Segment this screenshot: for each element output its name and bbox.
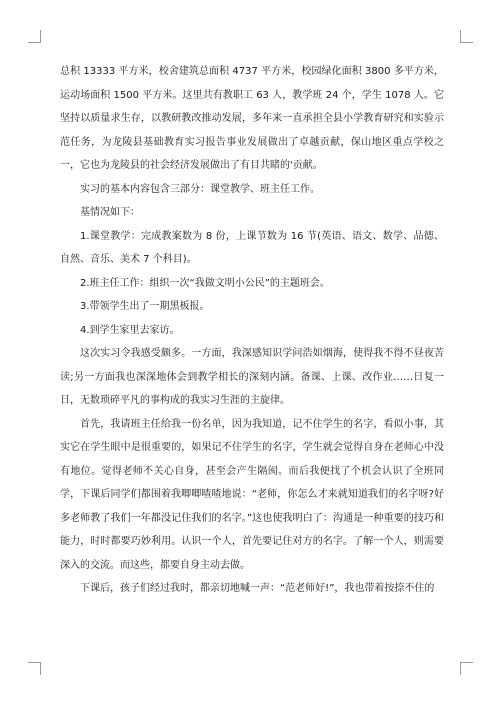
list-item-classroom-teaching: 1.课堂教学：完成教案数为 8 份，上课节数为 16 节(英语、语文、数学、品德、自然、音乐、美术 7 个科目)。 [60,230,444,265]
crop-mark-top-left [28,30,41,43]
paragraph-internship-content: 实习的基本内容包含三部分：课堂教学、班主任工作。 [80,183,320,195]
body-text [60,60,444,601]
paragraph-after-class: 下课后，孩子们经过我时，都亲切地喊一声：“范老师好!”，我也带着按捺不住的 [80,583,435,594]
paragraph-student-names: 首先，我请班主任给我一份名单，因为我知道，记不住学生的名字，看似小事，其实它在学生眼中是很重要的，如果记不住学生的名字，学生就会觉得自身在老师心中没有地位。觉得老师不关心自身，甚至会产生隔阂。而后我便找了个机会认识了全班同学，下课后同学们都围着我唧唧喳喳地说：“老师，你怎么才来就知道我们的名字呀?好多老师教了我们一年都没记住我们的名字。”这也使我明白了：沟通是一种重要的技巧和能力，时时都要巧妙利用。认识一个人，首先要记住对方的名字。了解一个人，则需要深入的交流。而这些，都要自身主动去做。 [60,418,444,571]
crop-mark-top-right [460,30,473,43]
list-item-blackboard: 3.带领学生出了一期黑板报。 [80,301,210,312]
paragraph-school-overview: 总积 13333 平方米，校舍建筑总面积 4737 平方米，校园绿化面积 3800 多平方米，运动场面积 1500 平方米。这里共有教职工 63 人，教学班 24 个，学生 1078 人。它坚持以质量求生存，以教研教改推动发展，多年来一直承担全县小学教育研究和实验示范任务，为龙陵县基础教育实习报告事业发展做出了卓越贡献，保山地区重点学校之一，它也为龙陵县的社会经济发展做出了有目共睹的'贡献。 [60,66,444,171]
list-item-home-visit: 4.到学生家里去家访。 [80,324,180,336]
paragraph-basic-situation: 基情况如下： [80,207,140,218]
crop-mark-bottom-left [28,662,41,675]
crop-mark-bottom-right [460,662,473,675]
list-item-class-teacher-work: 2.班主任工作：组织一次“我做文明小公民”的主题班会。 [80,277,330,289]
paragraph-reflection: 这次实习令我感受颇多。一方面，我深感知识学问浩如烟海，使得我不得不昼夜苦读;另一方面我也深深地体会到教学相长的深刻内涵。备课、上课、改作业……日复一日，无数琐碎平凡的事构成的我实习生涯的主旋律。 [60,348,444,406]
